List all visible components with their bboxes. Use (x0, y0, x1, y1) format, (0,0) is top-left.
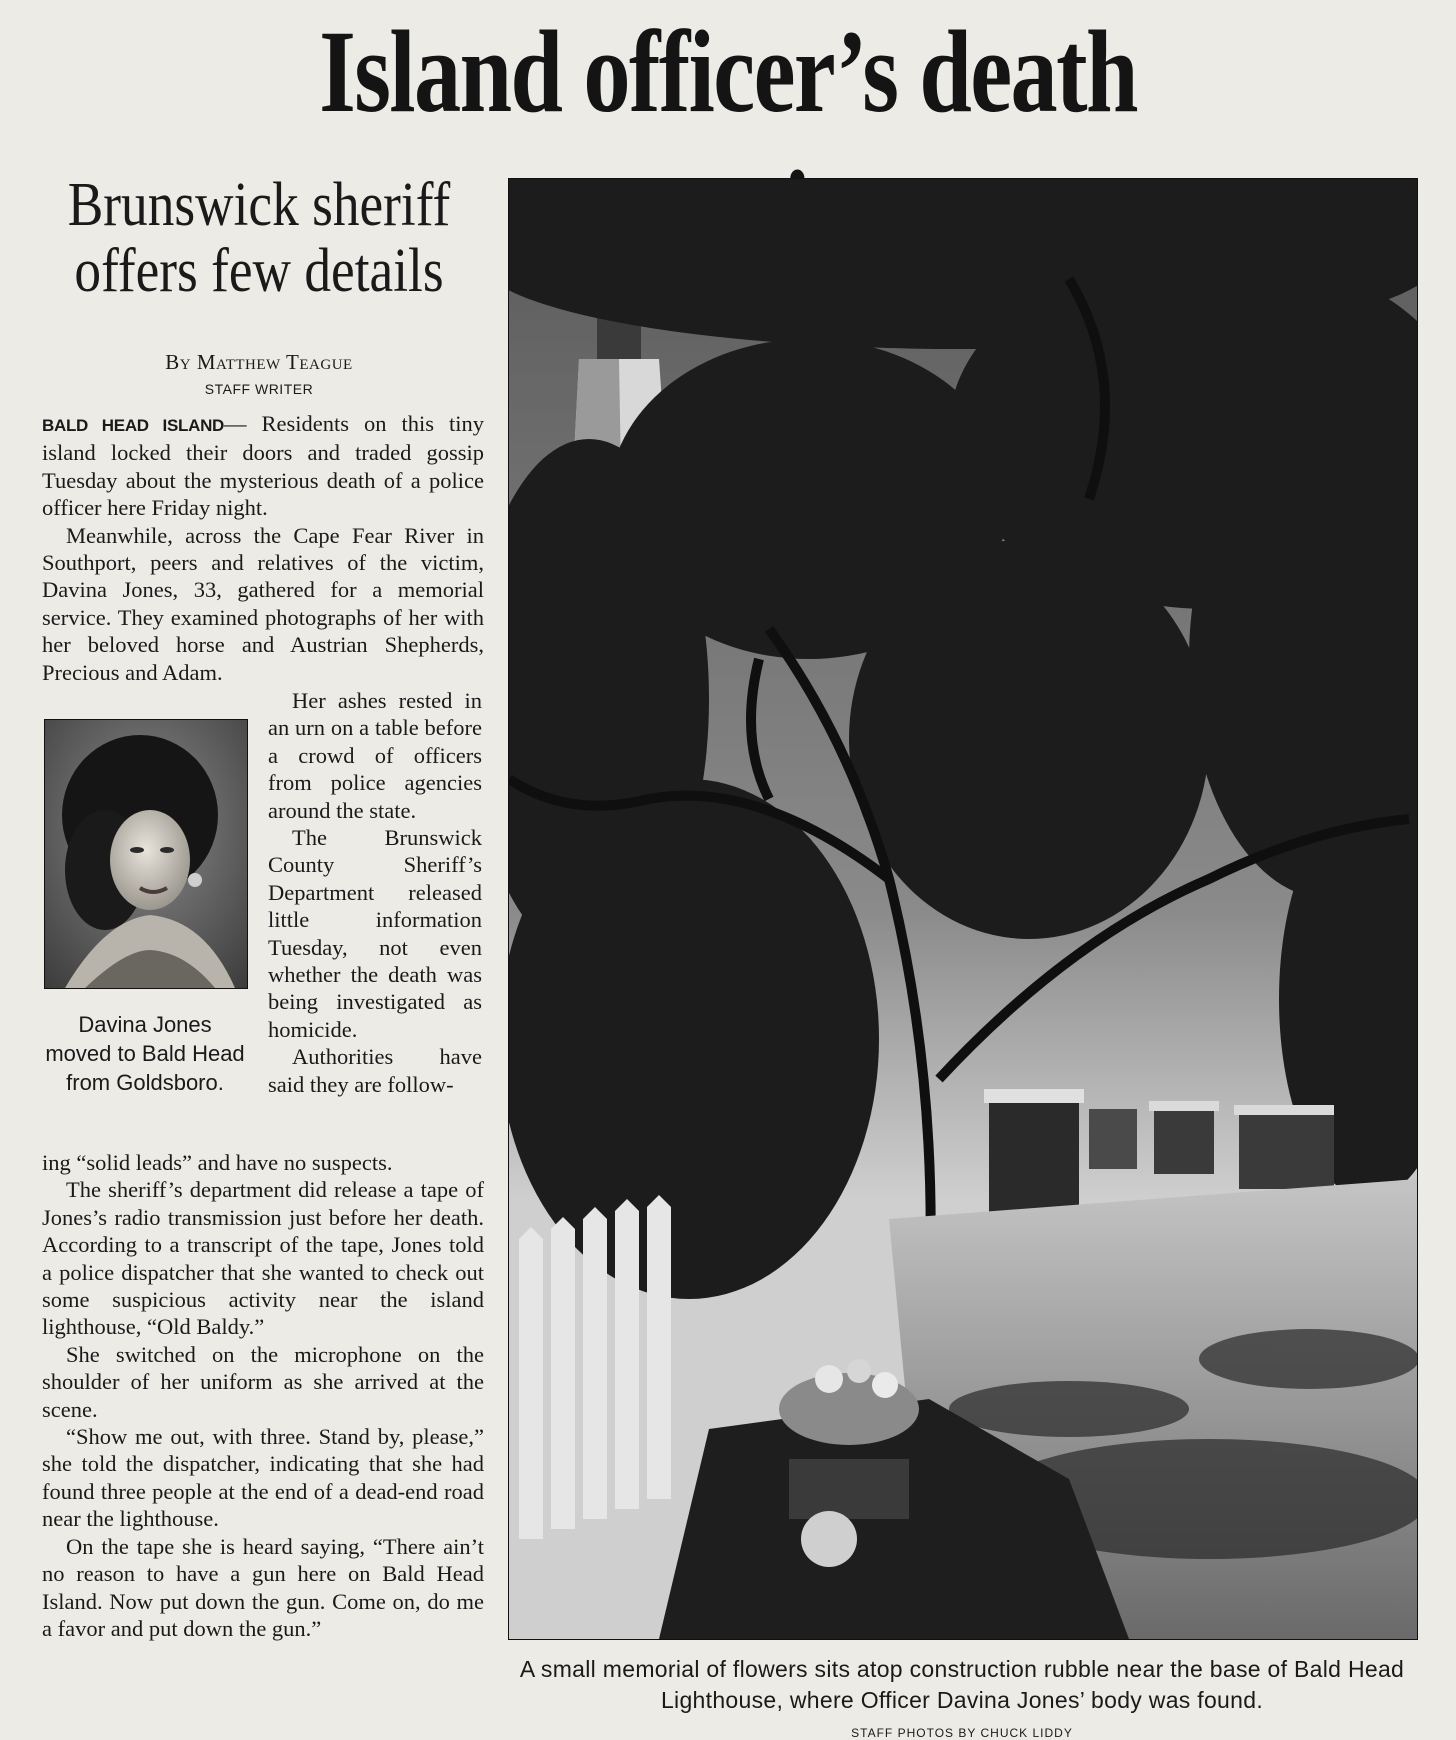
dateline: BALD HEAD ISLAND (42, 416, 225, 435)
portrait-caption: Davina Jones moved to Bald Head from Goldsboro. (45, 1012, 245, 1095)
portrait-image (45, 720, 247, 988)
paragraph: “Show me out, with three. Stand by, please,” she told the dispatcher, indicating that she had found three people at the end of a dead-end road near the lighthouse. (42, 1424, 484, 1532)
paragraph: The Brunswick County Sheriff’s Department released little information Tuesday, not even whether the death was being investigated as homicide. (268, 825, 482, 1042)
article-column-top (42, 410, 484, 686)
paragraph: Her ashes rested in an urn on a table before a crowd of officers from police agencies around the state. (268, 688, 482, 823)
lighthouse-scene-image (509, 179, 1417, 1639)
byline: By Matthew Teague (165, 350, 353, 374)
paragraph: She switched on the microphone on the shoulder of her uniform as she arrived at the scene. (42, 1341, 484, 1422)
paragraph-text: — Residents on this tiny island locked their doors and traded gossip Tuesday about the mysterious death of a police officer here Friday night. (42, 411, 485, 521)
article-column-bottom (42, 1149, 484, 1642)
lead-paragraph (42, 410, 484, 522)
photo-caption: A small memorial of flowers sits atop construction rubble near the base of Bald Head Lighthouse, where Officer Davina Jones’ body was found. (519, 1656, 1405, 1713)
article-column-beside-portrait (268, 687, 482, 1098)
portrait-photo (44, 719, 248, 989)
photo-credit: STAFF PHOTOS BY CHUCK LIDDY (851, 1726, 1073, 1740)
paragraph: On the tape she is heard saying, “There ain’t no reason to have a gun here on Bald Head Island. Now put down the gun. Come on, do me a favor and put down the gun.” (42, 1533, 484, 1641)
subhead: Brunswick sheriff offers few details (67, 171, 451, 305)
headline: Island officer’s death (319, 6, 1137, 137)
picket-fence (519, 1195, 671, 1539)
paragraph: Meanwhile, across the Cape Fear River in Southport, peers and relatives of the victim, Davina Jones, 33, gathered for a memorial service. They examined photographs of her with her beloved horse and Austrian Shepherds, Precious and Adam. (42, 522, 484, 685)
lighthouse-photo (508, 178, 1418, 1640)
byline-role: STAFF WRITER (204, 381, 314, 397)
paragraph: Authorities have said they are follow- (268, 1044, 482, 1097)
paragraph: ing “solid leads” and have no suspects. (42, 1150, 393, 1175)
paragraph: The sheriff’s department did release a tape of Jones’s radio transmission just before her death. According to a transcript of the tape, Jones told a police dispatcher that she wanted to check out some suspicious activity near the island lighthouse, “Old Baldy.” (42, 1177, 484, 1340)
